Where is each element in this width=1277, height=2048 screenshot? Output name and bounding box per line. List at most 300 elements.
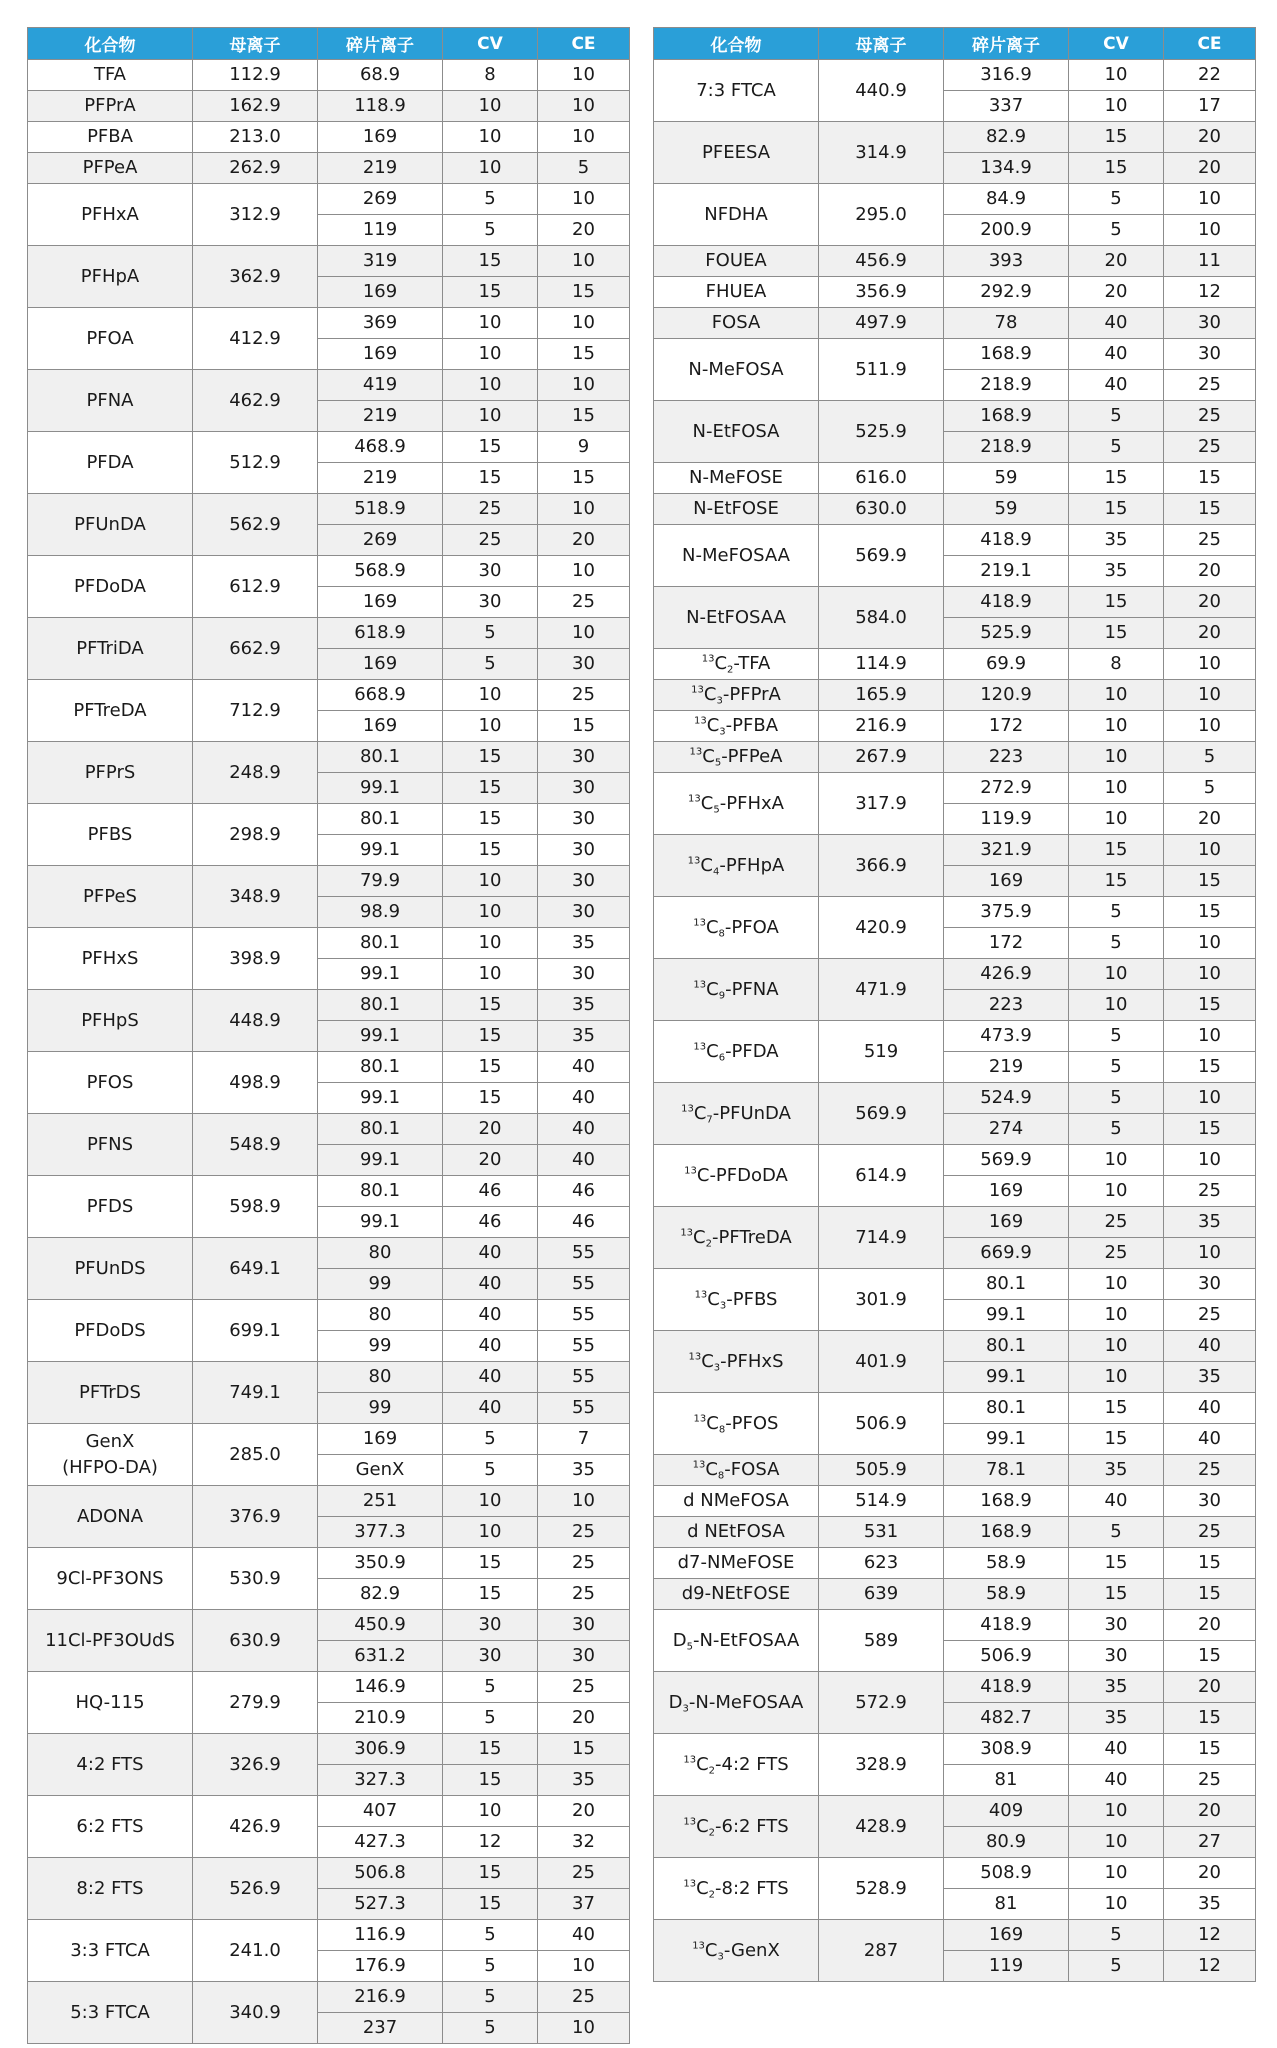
- fragment-ion-cell: 81: [944, 1765, 1069, 1796]
- cv-cell: 12: [443, 1827, 538, 1858]
- table-row: [654, 1393, 1256, 1424]
- fragment-ion-cell: 669.9: [944, 1238, 1069, 1269]
- fragment-ion-cell: 219: [318, 153, 443, 184]
- fragment-ion-cell: 80.1: [318, 742, 443, 773]
- ce-cell: 25: [1164, 525, 1256, 556]
- ce-cell: 25: [538, 1548, 630, 1579]
- table-row: [654, 1486, 1256, 1517]
- cv-cell: 10: [1069, 1300, 1164, 1331]
- table-row: [654, 184, 1256, 215]
- header-ce: CE: [1164, 28, 1256, 60]
- ce-cell: 10: [1164, 215, 1256, 246]
- cv-cell: 15: [1069, 122, 1164, 153]
- ce-cell: 12: [1164, 1920, 1256, 1951]
- fragment-ion-cell: 506.8: [318, 1858, 443, 1889]
- ce-cell: 35: [1164, 1207, 1256, 1238]
- fragment-ion-cell: 134.9: [944, 153, 1069, 184]
- table-row: [654, 1548, 1256, 1579]
- fragment-ion-cell: 80.1: [318, 1052, 443, 1083]
- parent-ion-cell: 712.9: [193, 680, 318, 742]
- table-row: [28, 618, 630, 649]
- ce-cell: 35: [1164, 1889, 1256, 1920]
- cv-cell: 10: [443, 91, 538, 122]
- ce-cell: 25: [1164, 1455, 1256, 1486]
- cv-cell: 40: [443, 1331, 538, 1362]
- compound-cell: PFUnDA: [28, 494, 193, 556]
- fragment-ion-cell: 407: [318, 1796, 443, 1827]
- ce-cell: 10: [538, 370, 630, 401]
- table-row: [28, 91, 630, 122]
- cv-cell: 8: [1069, 649, 1164, 680]
- ce-cell: 15: [1164, 1641, 1256, 1672]
- fragment-ion-cell: 200.9: [944, 215, 1069, 246]
- cv-cell: 10: [1069, 1889, 1164, 1920]
- table-row: [28, 370, 630, 401]
- compound-cell: d9-NEtFOSE: [654, 1579, 819, 1610]
- ce-cell: 15: [1164, 1734, 1256, 1765]
- parent-ion-cell: 526.9: [193, 1858, 318, 1920]
- table-row: [654, 1610, 1256, 1641]
- fragment-ion-cell: 216.9: [318, 1982, 443, 2013]
- fragment-ion-cell: 618.9: [318, 618, 443, 649]
- ce-cell: 20: [1164, 153, 1256, 184]
- ce-cell: 20: [538, 525, 630, 556]
- ce-cell: 15: [1164, 494, 1256, 525]
- fragment-ion-cell: 80.1: [318, 804, 443, 835]
- ce-cell: 15: [1164, 1548, 1256, 1579]
- fragment-ion-cell: 80: [318, 1238, 443, 1269]
- parent-ion-cell: 589: [819, 1610, 944, 1672]
- compound-cell: $^{13}$C-PFDoDA: [654, 1145, 819, 1207]
- fragment-ion-cell: 80.1: [944, 1331, 1069, 1362]
- fragment-ion-cell: 119: [318, 215, 443, 246]
- ce-cell: 10: [538, 246, 630, 277]
- ce-cell: 20: [1164, 1858, 1256, 1889]
- cv-cell: 10: [1069, 711, 1164, 742]
- parent-ion-cell: 401.9: [819, 1331, 944, 1393]
- compound-cell: $^{13}C_3$-PFPrA: [654, 680, 819, 711]
- compound-cell: FOUEA: [654, 246, 819, 277]
- cv-cell: 5: [443, 1455, 538, 1486]
- header-ce: CE: [538, 28, 630, 60]
- fragment-ion-cell: 508.9: [944, 1858, 1069, 1889]
- cv-cell: 46: [443, 1176, 538, 1207]
- cv-cell: 40: [1069, 370, 1164, 401]
- cv-cell: 15: [1069, 835, 1164, 866]
- ce-cell: 30: [538, 835, 630, 866]
- parent-ion-cell: 398.9: [193, 928, 318, 990]
- table-row: [28, 1424, 630, 1455]
- ce-cell: 20: [1164, 122, 1256, 153]
- ce-cell: 25: [1164, 432, 1256, 463]
- ce-cell: 30: [538, 1641, 630, 1672]
- ce-cell: 40: [538, 1920, 630, 1951]
- compound-cell: PFDS: [28, 1176, 193, 1238]
- header-fragment-ion: 碎片离子: [318, 28, 443, 60]
- cv-cell: 30: [443, 1610, 538, 1641]
- ce-cell: 5: [538, 153, 630, 184]
- cv-cell: 40: [443, 1362, 538, 1393]
- cv-cell: 15: [443, 742, 538, 773]
- compound-cell: $D_5-N$-EtFOSAA: [654, 1610, 819, 1672]
- cv-cell: 5: [1069, 1052, 1164, 1083]
- table-row: [28, 1796, 630, 1827]
- cv-cell: 5: [443, 2013, 538, 2044]
- ce-cell: 40: [1164, 1331, 1256, 1362]
- cv-cell: 10: [443, 122, 538, 153]
- table-row: [28, 1238, 630, 1269]
- parent-ion-cell: 298.9: [193, 804, 318, 866]
- cv-cell: 5: [1069, 1920, 1164, 1951]
- compound-cell: PFDoDS: [28, 1300, 193, 1362]
- compound-cell: PFEESA: [654, 122, 819, 184]
- cv-cell: 10: [1069, 1796, 1164, 1827]
- cv-cell: 20: [1069, 277, 1164, 308]
- compound-cell: PFDA: [28, 432, 193, 494]
- cv-cell: 40: [443, 1300, 538, 1331]
- cv-cell: 40: [1069, 308, 1164, 339]
- table-row: [654, 463, 1256, 494]
- cv-cell: 15: [1069, 1424, 1164, 1455]
- table-row: [654, 1021, 1256, 1052]
- table-row: [28, 1610, 630, 1641]
- compound-cell: PFOA: [28, 308, 193, 370]
- compound-cell: PFBS: [28, 804, 193, 866]
- ce-cell: 25: [538, 1982, 630, 2013]
- table-row: [654, 401, 1256, 432]
- ce-cell: 35: [538, 990, 630, 1021]
- fragment-ion-cell: 172: [944, 711, 1069, 742]
- fragment-ion-cell: 306.9: [318, 1734, 443, 1765]
- fragment-ion-cell: 272.9: [944, 773, 1069, 804]
- cv-cell: 15: [1069, 463, 1164, 494]
- cv-cell: 10: [1069, 1269, 1164, 1300]
- parent-ion-cell: 471.9: [819, 959, 944, 1021]
- cv-cell: 5: [1069, 215, 1164, 246]
- parent-ion-cell: 279.9: [193, 1672, 318, 1734]
- parent-ion-cell: 114.9: [819, 649, 944, 680]
- compound-cell: PFTriDA: [28, 618, 193, 680]
- parent-ion-cell: 623: [819, 1548, 944, 1579]
- fragment-ion-cell: 58.9: [944, 1579, 1069, 1610]
- cv-cell: 15: [443, 1548, 538, 1579]
- parent-ion-cell: 584.0: [819, 587, 944, 649]
- cv-cell: 15: [1069, 1548, 1164, 1579]
- ce-cell: 40: [538, 1114, 630, 1145]
- fragment-ion-cell: 99.1: [944, 1300, 1069, 1331]
- cv-cell: 10: [443, 959, 538, 990]
- table-row: [654, 587, 1256, 618]
- ce-cell: 25: [1164, 370, 1256, 401]
- table-row: [28, 1362, 630, 1393]
- fragment-ion-cell: 527.3: [318, 1889, 443, 1920]
- cv-cell: 15: [443, 1734, 538, 1765]
- parent-ion-cell: 505.9: [819, 1455, 944, 1486]
- parent-ion-cell: 295.0: [819, 184, 944, 246]
- cv-cell: 10: [1069, 1331, 1164, 1362]
- cv-cell: 30: [443, 1641, 538, 1672]
- table-row: [28, 1114, 630, 1145]
- parent-ion-cell: 569.9: [819, 525, 944, 587]
- fragment-ion-cell: 119: [944, 1951, 1069, 1982]
- ce-cell: 55: [538, 1238, 630, 1269]
- cv-cell: 25: [443, 525, 538, 556]
- ce-cell: 5: [1164, 742, 1256, 773]
- ce-cell: 20: [1164, 556, 1256, 587]
- cv-cell: 10: [443, 928, 538, 959]
- fragment-ion-cell: 418.9: [944, 587, 1069, 618]
- table-row: [28, 1920, 630, 1951]
- cv-cell: 5: [443, 1672, 538, 1703]
- ce-cell: 15: [1164, 1579, 1256, 1610]
- compound-cell: $^{13}C_2-8:2$ FTS: [654, 1858, 819, 1920]
- parent-ion-cell: 456.9: [819, 246, 944, 277]
- ce-cell: 10: [538, 60, 630, 91]
- fragment-ion-cell: 219: [318, 401, 443, 432]
- fragment-ion-cell: 219: [318, 463, 443, 494]
- ce-cell: 30: [1164, 1269, 1256, 1300]
- compound-cell: 4:2 FTS: [28, 1734, 193, 1796]
- parent-ion-cell: 497.9: [819, 308, 944, 339]
- fragment-ion-cell: 80.1: [318, 928, 443, 959]
- parent-ion-cell: 312.9: [193, 184, 318, 246]
- cv-cell: 30: [1069, 1610, 1164, 1641]
- fragment-ion-cell: 80.9: [944, 1827, 1069, 1858]
- table-row: [28, 1672, 630, 1703]
- parent-ion-cell: 301.9: [819, 1269, 944, 1331]
- parent-ion-cell: 162.9: [193, 91, 318, 122]
- fragment-ion-cell: 82.9: [944, 122, 1069, 153]
- table-row: [28, 60, 630, 91]
- fragment-ion-cell: 269: [318, 184, 443, 215]
- parent-ion-cell: 630.9: [193, 1610, 318, 1672]
- table-row: [28, 804, 630, 835]
- cv-cell: 10: [1069, 773, 1164, 804]
- fragment-ion-cell: 118.9: [318, 91, 443, 122]
- cv-cell: 15: [443, 773, 538, 804]
- header-row: [654, 28, 1256, 60]
- cv-cell: 10: [443, 711, 538, 742]
- ce-cell: 15: [538, 463, 630, 494]
- cv-cell: 35: [1069, 525, 1164, 556]
- ce-cell: 25: [538, 587, 630, 618]
- parent-ion-cell: 639: [819, 1579, 944, 1610]
- table-row: [28, 556, 630, 587]
- table-row: [28, 866, 630, 897]
- fragment-ion-cell: 524.9: [944, 1083, 1069, 1114]
- table-row: [654, 339, 1256, 370]
- cv-cell: 5: [1069, 184, 1164, 215]
- cv-cell: 10: [443, 1517, 538, 1548]
- compound-cell: $^{13}C_2-6:2$ FTS: [654, 1796, 819, 1858]
- cv-cell: 15: [1069, 1393, 1164, 1424]
- ce-cell: 20: [1164, 804, 1256, 835]
- ce-cell: 10: [1164, 835, 1256, 866]
- table-row: [28, 308, 630, 339]
- cv-cell: 15: [443, 835, 538, 866]
- ce-cell: 25: [1164, 1176, 1256, 1207]
- fragment-ion-cell: 59: [944, 494, 1069, 525]
- fragment-ion-cell: 99: [318, 1393, 443, 1424]
- compound-cell: 11Cl-PF3OUdS: [28, 1610, 193, 1672]
- ce-cell: 11: [1164, 246, 1256, 277]
- table-row: [654, 525, 1256, 556]
- compound-cell: $^{13}C_2-4:2$ FTS: [654, 1734, 819, 1796]
- ce-cell: 55: [538, 1300, 630, 1331]
- fragment-ion-cell: 69.9: [944, 649, 1069, 680]
- compound-cell: PFBA: [28, 122, 193, 153]
- fragment-ion-cell: 418.9: [944, 1610, 1069, 1641]
- ce-cell: 55: [538, 1269, 630, 1300]
- parent-ion-cell: 506.9: [819, 1393, 944, 1455]
- compound-cell: $^{13}C_2$-PFTreDA: [654, 1207, 819, 1269]
- fragment-ion-cell: GenX: [318, 1455, 443, 1486]
- compound-cell: $^{13}C_3$-PFHxS: [654, 1331, 819, 1393]
- fragment-ion-cell: 319: [318, 246, 443, 277]
- ce-cell: 25: [1164, 1517, 1256, 1548]
- cv-cell: 5: [1069, 1517, 1164, 1548]
- parent-ion-cell: 569.9: [819, 1083, 944, 1145]
- ce-cell: 30: [538, 1610, 630, 1641]
- fragment-ion-cell: 468.9: [318, 432, 443, 463]
- ce-cell: 15: [1164, 1052, 1256, 1083]
- table-row: [654, 1796, 1256, 1827]
- cv-cell: 5: [1069, 1951, 1164, 1982]
- parent-ion-cell: 412.9: [193, 308, 318, 370]
- fragment-ion-cell: 631.2: [318, 1641, 443, 1672]
- cv-cell: 10: [1069, 680, 1164, 711]
- ce-cell: 10: [538, 308, 630, 339]
- compound-cell: N-EtFOSAA: [654, 587, 819, 649]
- fragment-ion-cell: 218.9: [944, 370, 1069, 401]
- cv-cell: 10: [1069, 1176, 1164, 1207]
- cv-cell: 5: [443, 184, 538, 215]
- compound-cell: $D_3-N$-MeFOSAA: [654, 1672, 819, 1734]
- ce-cell: 10: [1164, 184, 1256, 215]
- cv-cell: 10: [443, 1486, 538, 1517]
- compound-cell: PFHxA: [28, 184, 193, 246]
- table-row: [28, 153, 630, 184]
- ce-cell: 20: [1164, 1672, 1256, 1703]
- fragment-ion-cell: 168.9: [944, 339, 1069, 370]
- compound-cell: PFPeA: [28, 153, 193, 184]
- ce-cell: 10: [538, 618, 630, 649]
- ce-cell: 55: [538, 1393, 630, 1424]
- ce-cell: 10: [538, 1951, 630, 1982]
- cv-cell: 30: [443, 556, 538, 587]
- cv-cell: 40: [1069, 339, 1164, 370]
- table-row: [654, 649, 1256, 680]
- fragment-ion-cell: 327.3: [318, 1765, 443, 1796]
- parent-ion-cell: 317.9: [819, 773, 944, 835]
- parent-ion-cell: 420.9: [819, 897, 944, 959]
- fragment-ion-cell: 169: [944, 1920, 1069, 1951]
- compound-cell: PFPrS: [28, 742, 193, 804]
- left-mrm-table: [27, 27, 630, 2044]
- fragment-ion-cell: 292.9: [944, 277, 1069, 308]
- fragment-ion-cell: 219: [944, 1052, 1069, 1083]
- cv-cell: 40: [1069, 1734, 1164, 1765]
- fragment-ion-cell: 99.1: [318, 1021, 443, 1052]
- cv-cell: 40: [1069, 1486, 1164, 1517]
- fragment-ion-cell: 99.1: [318, 1145, 443, 1176]
- table-row: [28, 122, 630, 153]
- fragment-ion-cell: 169: [944, 866, 1069, 897]
- ce-cell: 10: [538, 556, 630, 587]
- ce-cell: 12: [1164, 1951, 1256, 1982]
- ce-cell: 15: [538, 401, 630, 432]
- ce-cell: 25: [538, 1672, 630, 1703]
- table-row: [654, 1517, 1256, 1548]
- header-cv: CV: [443, 28, 538, 60]
- fragment-ion-cell: 525.9: [944, 618, 1069, 649]
- compound-cell: PFHpS: [28, 990, 193, 1052]
- parent-ion-cell: 749.1: [193, 1362, 318, 1424]
- ce-cell: 10: [538, 494, 630, 525]
- fragment-ion-cell: 80.1: [944, 1393, 1069, 1424]
- header-parent-ion: 母离子: [819, 28, 944, 60]
- ce-cell: 10: [1164, 1145, 1256, 1176]
- cv-cell: 40: [1069, 1765, 1164, 1796]
- parent-ion-cell: 572.9: [819, 1672, 944, 1734]
- parent-ion-cell: 612.9: [193, 556, 318, 618]
- table-row: [28, 1734, 630, 1765]
- compound-cell: N-EtFOSE: [654, 494, 819, 525]
- fragment-ion-cell: 251: [318, 1486, 443, 1517]
- parent-ion-cell: 328.9: [819, 1734, 944, 1796]
- parent-ion-cell: 262.9: [193, 153, 318, 184]
- compound-cell: TFA: [28, 60, 193, 91]
- ce-cell: 15: [1164, 1114, 1256, 1145]
- parent-ion-cell: 213.0: [193, 122, 318, 153]
- fragment-ion-cell: 116.9: [318, 1920, 443, 1951]
- cv-cell: 15: [1069, 587, 1164, 618]
- fragment-ion-cell: 393: [944, 246, 1069, 277]
- compound-cell: 3:3 FTCA: [28, 1920, 193, 1982]
- fragment-ion-cell: 223: [944, 990, 1069, 1021]
- cv-cell: 10: [1069, 91, 1164, 122]
- cv-cell: 5: [1069, 432, 1164, 463]
- ce-cell: 10: [538, 2013, 630, 2044]
- ce-cell: 27: [1164, 1827, 1256, 1858]
- cv-cell: 40: [443, 1238, 538, 1269]
- parent-ion-cell: 285.0: [193, 1424, 318, 1486]
- fragment-ion-cell: 426.9: [944, 959, 1069, 990]
- cv-cell: 25: [1069, 1207, 1164, 1238]
- compound-cell: ADONA: [28, 1486, 193, 1548]
- cv-cell: 15: [443, 1858, 538, 1889]
- table-row: [28, 494, 630, 525]
- cv-cell: 10: [1069, 742, 1164, 773]
- fragment-ion-cell: 219.1: [944, 556, 1069, 587]
- table-row: [28, 432, 630, 463]
- parent-ion-cell: 498.9: [193, 1052, 318, 1114]
- ce-cell: 25: [538, 1858, 630, 1889]
- fragment-ion-cell: 427.3: [318, 1827, 443, 1858]
- table-row: [28, 1300, 630, 1331]
- fragment-ion-cell: 223: [944, 742, 1069, 773]
- cv-cell: 35: [1069, 556, 1164, 587]
- fragment-ion-cell: 337: [944, 91, 1069, 122]
- fragment-ion-cell: 168.9: [944, 401, 1069, 432]
- ce-cell: 40: [538, 1145, 630, 1176]
- cv-cell: 5: [1069, 1114, 1164, 1145]
- fragment-ion-cell: 99.1: [318, 959, 443, 990]
- cv-cell: 10: [443, 308, 538, 339]
- table-row: [654, 742, 1256, 773]
- ce-cell: 30: [1164, 308, 1256, 339]
- parent-ion-cell: 428.9: [819, 1796, 944, 1858]
